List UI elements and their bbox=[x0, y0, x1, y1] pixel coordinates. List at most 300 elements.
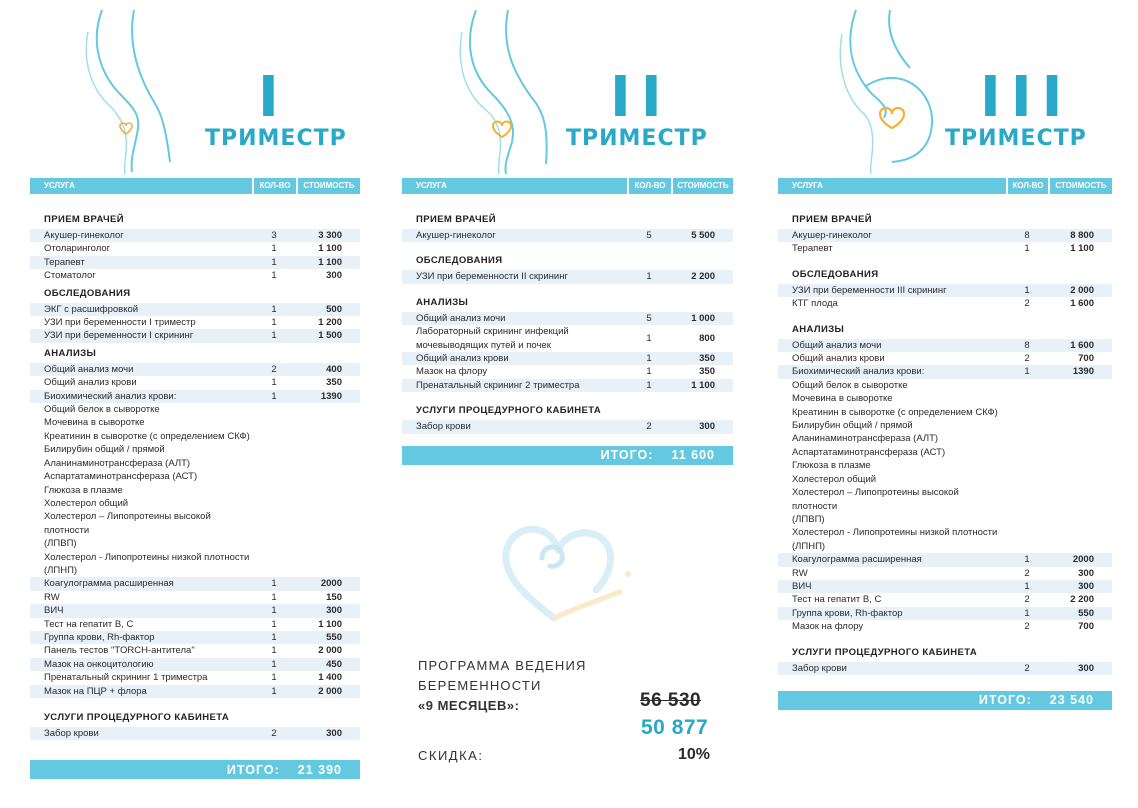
service-name: Мазок на флору bbox=[416, 366, 488, 378]
table-row bbox=[778, 365, 1112, 378]
table-row bbox=[30, 631, 360, 644]
table-row bbox=[30, 658, 360, 671]
service-price bbox=[296, 443, 360, 456]
service-qty bbox=[1006, 526, 1048, 539]
table-row bbox=[778, 432, 1112, 445]
service-qty bbox=[1006, 513, 1048, 526]
service-qty: 2 bbox=[1024, 298, 1030, 310]
service-name: (ЛПНП) bbox=[44, 564, 78, 576]
service-qty: 8 bbox=[1024, 230, 1030, 241]
service-name: Стоматолог bbox=[44, 270, 96, 282]
service-qty: 1 bbox=[1024, 580, 1030, 592]
service-price: 2 200 bbox=[691, 271, 715, 283]
header-service: УСЛУГА bbox=[416, 181, 447, 190]
service-name: Аспартатаминотрансфераза (АСТ) bbox=[792, 446, 946, 458]
service-qty: 1 bbox=[271, 658, 277, 670]
service-price bbox=[1048, 459, 1112, 472]
service-qty bbox=[1006, 540, 1048, 553]
service-qty: 1 bbox=[271, 377, 277, 389]
service-price bbox=[296, 551, 360, 564]
service-name: Коагулограмма расширенная bbox=[792, 554, 922, 566]
header-price: СТОИМОСТЬ bbox=[1048, 178, 1112, 194]
service-name: Терапевт bbox=[792, 243, 833, 255]
section-title: АНАЛИЗЫ bbox=[792, 323, 845, 335]
service-price bbox=[296, 430, 360, 443]
service-price bbox=[296, 564, 360, 577]
table-row bbox=[30, 443, 360, 456]
service-qty: 1 bbox=[271, 591, 277, 603]
trimester-3-hero bbox=[778, 0, 1112, 178]
service-name: Коагулограмма расширенная bbox=[44, 578, 174, 590]
service-qty bbox=[252, 510, 296, 537]
service-name: Группа крови, Rh-фактор bbox=[792, 607, 903, 619]
table-row bbox=[30, 497, 360, 510]
trimester-numeral: II bbox=[610, 65, 672, 130]
service-name: Группа крови, Rh-фактор bbox=[44, 631, 155, 643]
service-price: 2 200 bbox=[1070, 594, 1094, 606]
pregnant-silhouette-icon bbox=[826, 2, 956, 174]
service-qty: 1 bbox=[271, 243, 277, 255]
service-name: Забор крови bbox=[44, 728, 99, 739]
table-row bbox=[778, 662, 1112, 675]
program-line-3: «9 МЕСЯЦЕВ»: bbox=[418, 698, 520, 713]
table-header bbox=[778, 178, 1112, 194]
total-bar bbox=[402, 446, 733, 465]
service-qty bbox=[1006, 446, 1048, 459]
header-price: СТОИМОСТЬ bbox=[671, 178, 733, 194]
service-price bbox=[296, 403, 360, 416]
service-qty bbox=[1006, 486, 1048, 513]
service-name: Тест на гепатит В, С bbox=[792, 594, 882, 606]
table-row bbox=[778, 553, 1112, 566]
table-row bbox=[778, 352, 1112, 365]
service-qty: 1 bbox=[1024, 284, 1030, 296]
table-row bbox=[778, 513, 1112, 526]
service-qty: 1 bbox=[271, 330, 277, 342]
service-price: 1 600 bbox=[1070, 298, 1094, 310]
table-row bbox=[30, 430, 360, 443]
service-name: Пренатальный скрининг 2 триместра bbox=[416, 379, 580, 391]
table-row bbox=[778, 284, 1112, 297]
clinic-logo-watermark-icon bbox=[498, 518, 638, 622]
service-price: 350 bbox=[326, 377, 342, 389]
service-price bbox=[1048, 526, 1112, 539]
section-title: ПРИЕМ ВРАЧЕЙ bbox=[416, 214, 497, 225]
service-price: 1 500 bbox=[318, 330, 342, 342]
service-qty bbox=[252, 484, 296, 497]
service-price: 300 bbox=[326, 728, 342, 739]
service-price bbox=[1048, 446, 1112, 459]
service-name: КТГ плода bbox=[792, 298, 838, 310]
section-title: ПРИЕМ ВРАЧЕЙ bbox=[44, 214, 125, 225]
service-qty bbox=[1006, 406, 1048, 419]
service-qty bbox=[252, 537, 296, 550]
table-row bbox=[402, 229, 733, 242]
table-row bbox=[402, 420, 733, 433]
service-price bbox=[1048, 392, 1112, 405]
table-row bbox=[402, 352, 733, 365]
section-title: АНАЛИЗЫ bbox=[44, 347, 97, 359]
service-name: Терапевт bbox=[44, 256, 85, 268]
service-name: Тест на гепатит В, С bbox=[44, 618, 134, 630]
table-row bbox=[30, 484, 360, 497]
service-name: УЗИ при беременности III скрининг bbox=[792, 284, 947, 296]
section-title: ОБСЛЕДОВАНИЯ bbox=[44, 287, 131, 299]
table-row bbox=[30, 403, 360, 416]
service-name: Холестерол – Липопротеины высокой плотности bbox=[44, 511, 211, 536]
service-price: 1 000 bbox=[691, 312, 715, 324]
service-price: 350 bbox=[699, 353, 715, 365]
table-row bbox=[402, 312, 733, 325]
price-table bbox=[778, 214, 1112, 675]
table-row bbox=[30, 618, 360, 631]
program-line-1: ПРОГРАММА ВЕДЕНИЯ bbox=[418, 658, 587, 673]
table-row bbox=[30, 416, 360, 429]
table-row bbox=[30, 390, 360, 403]
service-price bbox=[296, 537, 360, 550]
service-price: 400 bbox=[326, 363, 342, 375]
service-name: Билирубин общий / прямой bbox=[792, 420, 913, 432]
trimester-2-column bbox=[402, 0, 733, 465]
table-header bbox=[30, 178, 360, 194]
service-name: Холестерол общий bbox=[44, 497, 129, 509]
table-row bbox=[778, 607, 1112, 620]
service-price: 1 400 bbox=[318, 672, 342, 684]
table-row bbox=[778, 620, 1112, 633]
service-price bbox=[1048, 540, 1112, 553]
total-label: ИТОГО: bbox=[600, 448, 654, 463]
service-qty: 5 bbox=[646, 312, 652, 324]
service-price: 5 500 bbox=[691, 230, 715, 241]
service-price bbox=[296, 510, 360, 537]
table-row bbox=[778, 593, 1112, 606]
service-name: Лабораторный скрининг инфекций мочевыводящих путей и почек bbox=[416, 326, 569, 351]
service-price: 1 100 bbox=[318, 243, 342, 255]
service-name: Билирубин общий / прямой bbox=[44, 444, 165, 456]
table-row bbox=[778, 459, 1112, 472]
table-row bbox=[30, 551, 360, 564]
service-price: 1390 bbox=[320, 390, 342, 402]
service-name: Глюкоза в плазме bbox=[44, 484, 123, 496]
discount-label: СКИДКА: bbox=[418, 748, 484, 763]
table-row bbox=[778, 567, 1112, 580]
service-name: Акушер-гинеколог bbox=[792, 230, 872, 241]
table-row bbox=[778, 297, 1112, 310]
service-name: Глюкоза в плазме bbox=[792, 460, 871, 472]
service-price: 450 bbox=[326, 658, 342, 670]
service-qty bbox=[1006, 379, 1048, 392]
service-qty bbox=[1006, 419, 1048, 432]
table-row bbox=[778, 526, 1112, 539]
section-title: ПРИЕМ ВРАЧЕЙ bbox=[792, 214, 873, 225]
service-qty bbox=[252, 430, 296, 443]
service-qty bbox=[1006, 473, 1048, 486]
service-qty: 1 bbox=[646, 353, 652, 365]
service-name: ВИЧ bbox=[792, 580, 812, 592]
trimester-1-column bbox=[30, 0, 360, 779]
service-qty bbox=[252, 443, 296, 456]
service-price: 700 bbox=[1078, 353, 1094, 365]
table-row bbox=[778, 486, 1112, 513]
pregnant-silhouette-icon bbox=[442, 2, 572, 174]
table-row bbox=[778, 229, 1112, 242]
service-name: Холестерол общий bbox=[792, 473, 877, 485]
table-row bbox=[30, 685, 360, 698]
service-qty: 1 bbox=[271, 685, 277, 697]
table-row bbox=[778, 339, 1112, 352]
service-name: Креатинин в сыворотке (с определением СКФ) bbox=[792, 406, 998, 418]
service-price: 2 000 bbox=[318, 685, 342, 697]
section-title: ОБСЛЕДОВАНИЯ bbox=[416, 255, 503, 267]
service-name: УЗИ при беременности I триместр bbox=[44, 317, 196, 329]
service-name: Биохимический анализ крови: bbox=[44, 390, 177, 402]
table-row bbox=[30, 256, 360, 269]
service-name: Холестерол - Липопротеины низкой плотности bbox=[792, 527, 998, 539]
old-price: 56 530 bbox=[640, 690, 702, 711]
table-row bbox=[778, 392, 1112, 405]
table-row bbox=[402, 365, 733, 378]
service-price bbox=[296, 416, 360, 429]
service-price: 1 100 bbox=[691, 379, 715, 391]
service-qty: 1 bbox=[271, 631, 277, 643]
service-price: 300 bbox=[326, 270, 342, 282]
discount-value: 10% bbox=[678, 746, 711, 763]
service-qty: 1 bbox=[271, 390, 277, 402]
table-row bbox=[402, 325, 733, 352]
service-price bbox=[1048, 406, 1112, 419]
price-table bbox=[402, 214, 733, 434]
table-row bbox=[30, 564, 360, 577]
total-bar bbox=[778, 691, 1112, 710]
table-row bbox=[778, 406, 1112, 419]
service-qty: 2 bbox=[646, 421, 652, 433]
service-name: Акушер-гинеколог bbox=[416, 230, 496, 241]
header-qty: КОЛ-ВО bbox=[1006, 178, 1048, 194]
service-name: (ЛПВП) bbox=[44, 538, 77, 550]
service-qty: 2 bbox=[1024, 567, 1030, 579]
service-name: (ЛПНП) bbox=[792, 540, 826, 552]
service-price: 2000 bbox=[1072, 554, 1094, 566]
service-name: RW bbox=[792, 567, 808, 579]
table-row bbox=[778, 446, 1112, 459]
service-qty: 1 bbox=[271, 605, 277, 617]
table-row bbox=[30, 457, 360, 470]
service-price: 300 bbox=[1078, 662, 1094, 674]
service-name: Мазок на флору bbox=[792, 621, 864, 633]
service-price bbox=[296, 457, 360, 470]
service-qty bbox=[252, 403, 296, 416]
header-service: УСЛУГА bbox=[792, 181, 823, 190]
total-label: ИТОГО: bbox=[226, 762, 280, 777]
table-row bbox=[402, 379, 733, 392]
service-qty: 3 bbox=[271, 230, 277, 241]
service-name: Общий белок в сыворотке bbox=[792, 379, 908, 391]
table-row bbox=[30, 671, 360, 684]
total-bar bbox=[30, 760, 360, 779]
table-row bbox=[402, 270, 733, 283]
service-qty: 1 bbox=[271, 270, 277, 282]
new-price: 50 877 bbox=[641, 716, 709, 739]
service-name: УЗИ при беременности I скрининг bbox=[44, 330, 194, 342]
service-name: Общий анализ мочи bbox=[792, 339, 882, 351]
service-qty bbox=[1006, 392, 1048, 405]
section-title: УСЛУГИ ПРОЦЕДУРНОГО КАБИНЕТА bbox=[44, 712, 230, 723]
service-qty: 1 bbox=[271, 645, 277, 657]
service-name: ВИЧ bbox=[44, 605, 64, 617]
trimester-3-column bbox=[778, 0, 1112, 710]
service-qty: 1 bbox=[1024, 243, 1030, 255]
table-row bbox=[30, 303, 360, 316]
service-name: Общий анализ мочи bbox=[44, 363, 134, 375]
table-row bbox=[30, 604, 360, 617]
service-name: Холестерол - Липопротеины низкой плотности bbox=[44, 551, 250, 563]
service-price: 1 200 bbox=[318, 317, 342, 329]
service-price: 500 bbox=[326, 303, 342, 315]
service-price: 550 bbox=[1078, 607, 1094, 619]
price-table bbox=[30, 214, 360, 740]
header-qty: КОЛ-ВО bbox=[627, 178, 671, 194]
service-name: ЭКГ с расшифровкой bbox=[44, 303, 139, 315]
service-qty: 1 bbox=[271, 303, 277, 315]
service-price: 1390 bbox=[1072, 366, 1094, 378]
table-row bbox=[30, 242, 360, 255]
service-price: 2 000 bbox=[1070, 284, 1094, 296]
service-qty: 1 bbox=[1024, 554, 1030, 566]
service-name: Общий анализ крови bbox=[792, 353, 885, 365]
table-row bbox=[30, 329, 360, 342]
service-price bbox=[296, 484, 360, 497]
table-row bbox=[30, 316, 360, 329]
service-qty: 2 bbox=[1024, 662, 1030, 674]
service-name: Креатинин в сыворотке (с определением СКФ) bbox=[44, 430, 250, 442]
service-qty: 1 bbox=[271, 618, 277, 630]
table-row bbox=[778, 540, 1112, 553]
service-qty: 5 bbox=[646, 230, 652, 241]
service-price: 150 bbox=[326, 591, 342, 603]
service-qty: 2 bbox=[271, 728, 277, 739]
service-qty bbox=[252, 457, 296, 470]
section-title: ОБСЛЕДОВАНИЯ bbox=[792, 268, 879, 280]
service-name: RW bbox=[44, 591, 60, 603]
service-name: Общий белок в сыворотке bbox=[44, 404, 160, 416]
service-qty bbox=[1006, 459, 1048, 472]
program-line-2: БЕРЕМЕННОСТИ bbox=[418, 678, 542, 693]
service-qty: 1 bbox=[1024, 366, 1030, 378]
service-price: 550 bbox=[326, 631, 342, 643]
table-row bbox=[778, 473, 1112, 486]
trimester-2-hero bbox=[402, 0, 733, 178]
service-name: Мазок на онкоцитологию bbox=[44, 658, 154, 670]
service-qty bbox=[252, 470, 296, 483]
service-qty bbox=[252, 497, 296, 510]
table-row bbox=[778, 419, 1112, 432]
service-price: 300 bbox=[326, 605, 342, 617]
service-name: Отоларинголог bbox=[44, 243, 111, 255]
table-row bbox=[778, 580, 1112, 593]
table-row bbox=[30, 727, 360, 740]
service-qty: 1 bbox=[1024, 607, 1030, 619]
table-row bbox=[30, 363, 360, 376]
total-value: 11 600 bbox=[671, 448, 715, 463]
service-qty bbox=[1006, 432, 1048, 445]
total-value: 23 540 bbox=[1049, 693, 1094, 708]
service-qty: 1 bbox=[646, 332, 652, 344]
service-qty: 1 bbox=[646, 271, 652, 283]
service-qty: 1 bbox=[271, 317, 277, 329]
service-price bbox=[1048, 473, 1112, 486]
service-price: 2000 bbox=[320, 578, 342, 590]
table-row bbox=[30, 470, 360, 483]
service-name: Аспартатаминотрансфераза (АСТ) bbox=[44, 471, 198, 483]
service-name: Забор крови bbox=[792, 662, 847, 674]
service-qty: 1 bbox=[646, 366, 652, 378]
service-price: 3 300 bbox=[318, 230, 342, 241]
service-qty: 2 bbox=[1024, 353, 1030, 365]
service-price: 300 bbox=[1078, 567, 1094, 579]
service-price: 800 bbox=[699, 332, 715, 344]
service-qty: 2 bbox=[1024, 621, 1030, 633]
service-name: Панель тестов "TORCH-антитела" bbox=[44, 645, 195, 657]
service-qty bbox=[252, 564, 296, 577]
service-qty bbox=[252, 416, 296, 429]
section-title: АНАЛИЗЫ bbox=[416, 296, 469, 308]
service-price: 1 100 bbox=[1070, 243, 1094, 255]
header-price: СТОИМОСТЬ bbox=[296, 178, 360, 194]
service-name: Общий анализ крови bbox=[416, 353, 509, 365]
table-header bbox=[402, 178, 733, 194]
table-row bbox=[778, 242, 1112, 255]
service-name: УЗИ при беременности II скрининг bbox=[416, 271, 568, 283]
service-price bbox=[1048, 419, 1112, 432]
service-name: Забор крови bbox=[416, 421, 471, 433]
service-name: Биохимический анализ крови: bbox=[792, 366, 925, 378]
trimester-title: ТРИМЕСТР bbox=[566, 126, 708, 151]
service-price bbox=[1048, 486, 1112, 513]
table-row bbox=[778, 379, 1112, 392]
service-price: 300 bbox=[1078, 580, 1094, 592]
trimester-numeral: III bbox=[980, 65, 1073, 130]
table-row bbox=[30, 229, 360, 242]
table-row bbox=[30, 269, 360, 282]
header-service: УСЛУГА bbox=[44, 181, 75, 190]
table-row bbox=[30, 376, 360, 389]
service-qty: 1 bbox=[646, 379, 652, 391]
service-price bbox=[1048, 513, 1112, 526]
service-price: 350 bbox=[699, 366, 715, 378]
trimester-title: ТРИМЕСТР bbox=[205, 126, 347, 151]
service-price: 1 100 bbox=[318, 618, 342, 630]
service-name: Аланинаминотрансфераза (АЛТ) bbox=[44, 457, 191, 469]
service-price: 700 bbox=[1078, 621, 1094, 633]
service-name: Аланинаминотрансфераза (АЛТ) bbox=[792, 433, 939, 445]
service-price bbox=[1048, 432, 1112, 445]
service-price: 2 000 bbox=[318, 645, 342, 657]
service-price: 1 600 bbox=[1070, 339, 1094, 351]
total-value: 21 390 bbox=[297, 762, 342, 777]
service-name: Мочевина в сыворотке bbox=[44, 417, 145, 429]
service-name: Холестерол – Липопротеины высокой плотности bbox=[792, 487, 959, 512]
service-qty: 2 bbox=[271, 363, 277, 375]
section-title: УСЛУГИ ПРОЦЕДУРНОГО КАБИНЕТА bbox=[416, 405, 602, 417]
trimester-title: ТРИМЕСТР bbox=[945, 126, 1087, 151]
service-name: Общий анализ мочи bbox=[416, 312, 506, 324]
service-qty: 8 bbox=[1024, 339, 1030, 351]
service-price bbox=[1048, 379, 1112, 392]
trimester-1-hero bbox=[30, 0, 360, 178]
service-price bbox=[296, 497, 360, 510]
header-qty: КОЛ-ВО bbox=[252, 178, 296, 194]
table-row bbox=[30, 591, 360, 604]
